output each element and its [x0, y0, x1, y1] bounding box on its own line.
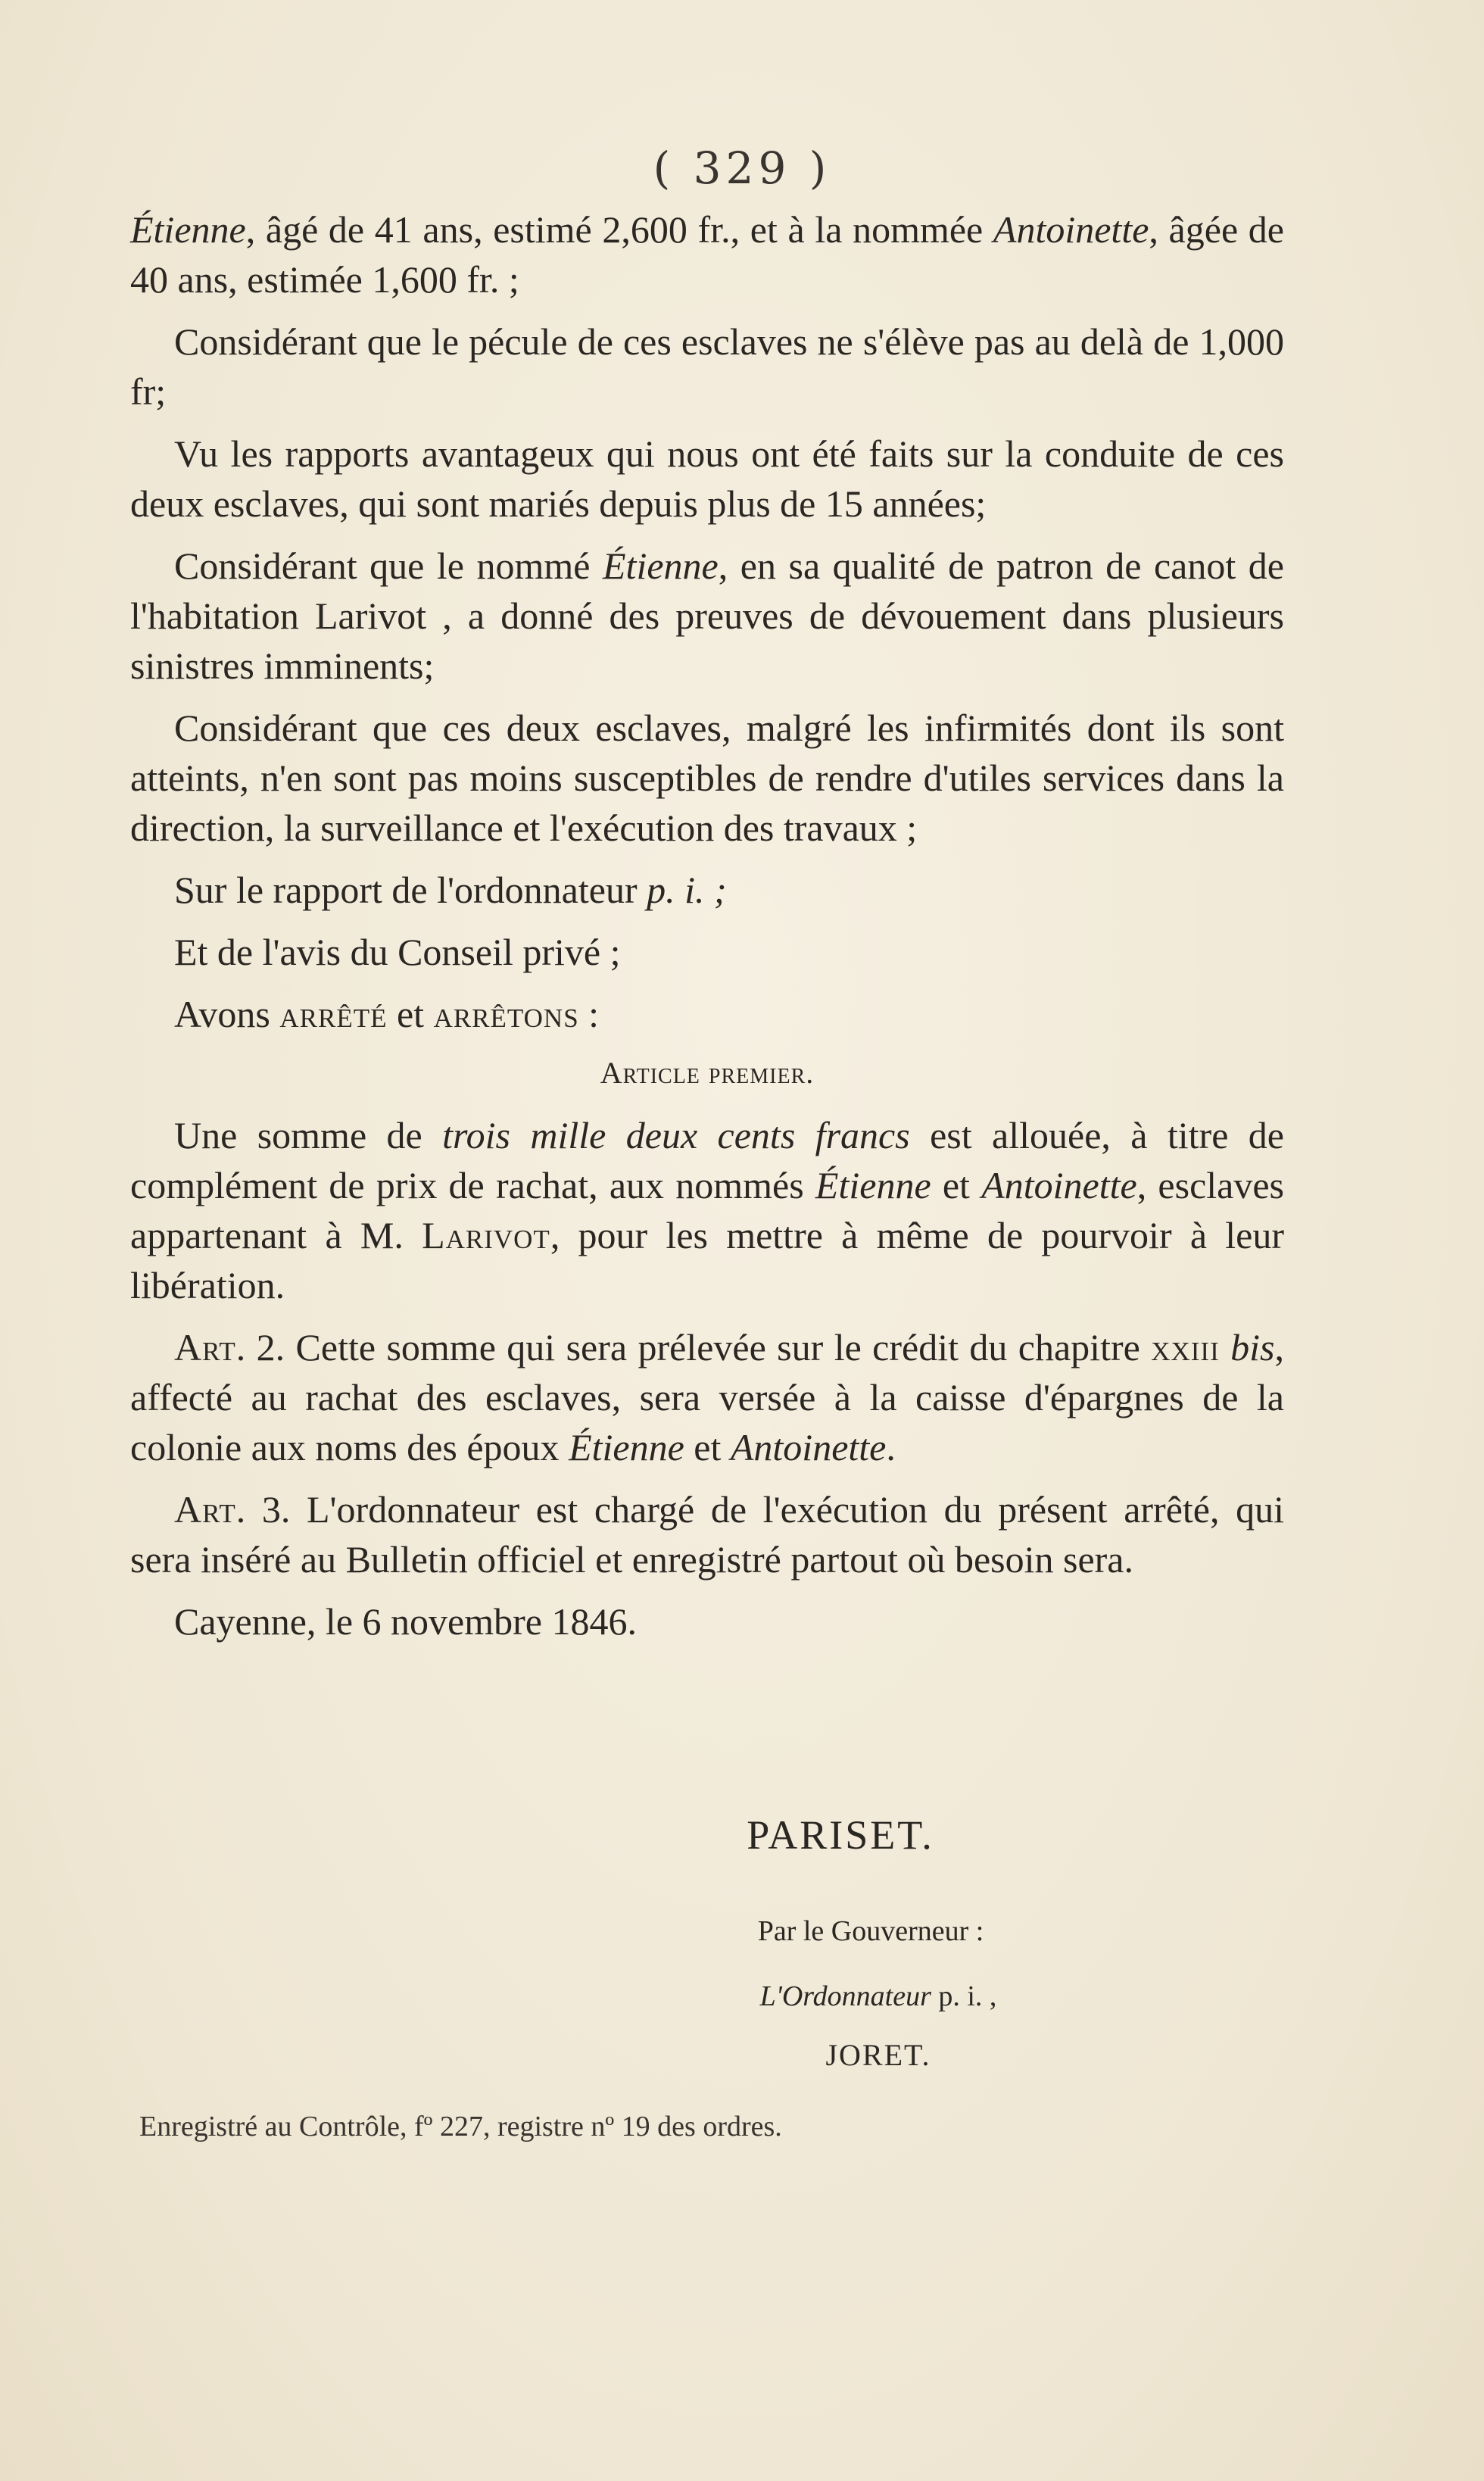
decree-paragraph [130, 204, 1284, 304]
paragraph-text: , affecté au rachat des esclaves, sera versée à la caisse d'épargnes de la colonie aux noms des époux [130, 1326, 1285, 1468]
decree-paragraph [130, 865, 1284, 915]
paragraph-text: . [886, 1426, 896, 1468]
italic-text: bis [1230, 1326, 1275, 1368]
decree-paragraph [130, 703, 1284, 853]
paragraph-text: , esclaves appartenant à M. [130, 1164, 1284, 1256]
paragraph-text: , en sa qualité de patron de canot de l'habitation Larivot , a donné des preuves de dévouement dans plusieurs sinistres imminents; [130, 545, 1284, 687]
small-caps-text: Larivot [422, 1214, 550, 1256]
paragraph-text: Considérant que le nommé [174, 545, 603, 587]
italic-text: trois mille deux cents francs [442, 1114, 910, 1156]
paragraph-text: et [684, 1426, 731, 1468]
paragraph-text: et [387, 993, 434, 1035]
decree-paragraph [130, 1596, 1284, 1646]
italic-text: Étienne [815, 1164, 931, 1206]
small-caps-text: Art [174, 1488, 236, 1531]
paragraph-text: Considérant que le pécule de ces esclaves ne s'élève pas au delà de 1,000 fr; [130, 320, 1284, 413]
italic-text: Étienne [603, 545, 719, 587]
ordonnateur-title-suffix: p. i. , [931, 1980, 997, 2012]
small-caps-text: arrêté [279, 993, 388, 1035]
ordonnateur-signature: JORET. [825, 2038, 931, 2072]
small-caps-text: Art [174, 1326, 236, 1368]
italic-text: Étienne [130, 208, 246, 251]
paragraph-text: Considérant que ces deux esclaves, malgré les infirmités dont ils sont atteints, n'en sont pas moins susceptibles de rendre d'utiles services dans la direction, la surveillance et l'exécution des travaux ; [130, 707, 1284, 849]
decree-body [130, 204, 1284, 1646]
italic-text: Antoinette [730, 1426, 887, 1468]
paragraph-text: . 3. L'ordonnateur est chargé de l'exécution du présent arrêté, qui sera inséré au Bulletin officiel et enregistré partout où besoin sera. [130, 1488, 1284, 1581]
decree-paragraph [130, 317, 1284, 417]
italic-text: Étienne [569, 1426, 684, 1468]
paragraph-text: Avons [174, 993, 280, 1035]
governor-signature: PARISET. [747, 1812, 934, 1858]
paragraph-text: Une somme de [174, 1114, 443, 1156]
paragraph-text [1220, 1326, 1230, 1368]
small-caps-text: xxiii [1151, 1326, 1220, 1368]
paragraph-text: Sur le rapport de l'ordonnateur [174, 869, 647, 911]
article-heading [130, 1048, 1284, 1098]
decree-paragraph [130, 927, 1284, 977]
decree-paragraph [130, 1110, 1284, 1310]
italic-text: p. i. ; [647, 869, 727, 911]
small-caps-text: arrêtons [433, 993, 579, 1035]
paragraph-text: : [578, 993, 600, 1035]
paragraph-text: . 2. Cette somme qui sera prélevée sur le crédit du chapitre [235, 1326, 1152, 1368]
paragraph-text: Et de l'avis du Conseil privé ; [174, 931, 621, 973]
paragraph-text: et [931, 1164, 982, 1206]
decree-paragraph [130, 1484, 1284, 1584]
italic-text: Antoinette [981, 1164, 1137, 1206]
small-caps-text: Article premier. [600, 1056, 815, 1090]
decree-paragraph [130, 1322, 1284, 1472]
paragraph-text: est allouée, à titre de complément de prix de rachat, aux nommés [130, 1114, 1284, 1206]
paragraph-text: Vu les rapports avantageux qui nous ont été faits sur la conduite de ces deux esclaves, qui sont mariés depuis plus de 15 années; [130, 432, 1284, 525]
paragraph-text: Cayenne, le 6 novembre 1846. [174, 1600, 637, 1643]
ordonnateur-title [136, 1980, 1484, 2013]
paragraph-text: , pour les mettre à même de pourvoir à leur libération. [130, 1214, 1284, 1306]
decree-paragraph [130, 541, 1284, 691]
by-governor-line: Par le Gouverneur : [757, 1915, 984, 1947]
decree-paragraph [130, 989, 1284, 1039]
italic-text: Antoinette [993, 208, 1149, 251]
page-number: ( 329 ) [653, 142, 831, 194]
paragraph-text: , âgé de 41 ans, estimé 2,600 fr., et à la nommée [245, 208, 993, 251]
paragraph-text: , âgée de 40 ans, estimée 1,600 fr. ; [130, 208, 1284, 301]
registration-note: Enregistré au Contrôle, fº 227, registre nº 19 des ordres. [139, 2111, 782, 2142]
decree-paragraph [130, 429, 1284, 529]
ordonnateur-title-italic: L'Ordonnateur [759, 1980, 931, 2012]
